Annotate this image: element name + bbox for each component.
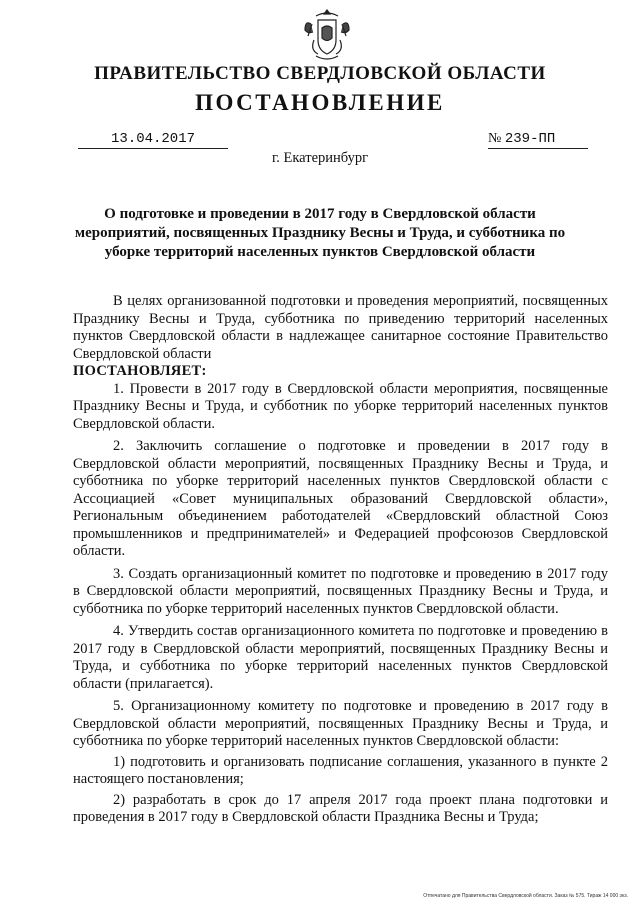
sub-item: 1) подготовить и организовать подписание соглашения, указанного в пункте 2 настоящего постановления; xyxy=(73,753,608,787)
government-name: ПРАВИТЕЛЬСТВО СВЕРДЛОВСКОЙ ОБЛАСТИ xyxy=(94,63,546,84)
decree-word: ПОСТАНОВЛЯЕТ: xyxy=(73,363,207,379)
document-number: 239-ПП xyxy=(504,131,556,147)
document-number-field xyxy=(488,131,588,149)
list-item: 4. Утвердить состав организационного комитета по подготовке и проведению в 2017 году в Свердловской области мероприятий, посвященных Празднику Весны и Труда, и субботника по уборке территорий населенных пунктов Свердловской области (прилагается). xyxy=(73,623,608,692)
number-sign: № xyxy=(488,131,502,146)
coat-of-arms-emblem xyxy=(302,6,352,62)
city-name: г. Екатеринбург xyxy=(271,150,369,166)
sub-item: 2) разработать в срок до 17 апреля 2017 года проект плана подготовки и проведения в 2017 году в Свердловской области Праздника Весны и Труда; xyxy=(73,791,608,825)
print-footer: Отпечатано для Правительства Свердловской области. Заказ № 575. Тираж 14 000 экз. xyxy=(423,893,628,899)
document-type: ПОСТАНОВЛЕНИЕ xyxy=(195,90,445,115)
preamble: В целях организованной подготовки и проведения мероприятий, посвященных Празднику Весны и Труда, субботника по приведению территорий населенных пунктов Свердловской области в надлежащее санитарное состояние Правительство Свердловской области xyxy=(73,293,608,362)
document-body xyxy=(73,293,608,827)
list-item: 3. Создать организационный комитет по подготовке и проведению в 2017 году в Свердловской области мероприятий, посвященных Празднику Весны и Труда, и субботника по уборке территорий населенных пунктов Свердловской области. xyxy=(73,565,608,617)
document-date: 13.04.2017 xyxy=(78,131,228,149)
list-item: 1. Провести в 2017 году в Свердловской области мероприятия, посвященные Празднику Весны и Труда, и субботник по уборке территорий населенных пунктов Свердловской области. xyxy=(73,380,608,432)
document-title: О подготовке и проведении в 2017 году в Свердловской области мероприятий, посвященных Празднику Весны и Труда, и субботника по уборке территорий населенных пунктов Свердловской области xyxy=(74,206,566,260)
list-item: 2. Заключить соглашение о подготовке и проведении в 2017 году в Свердловской области мероприятий, посвященных Празднику Весны и Труда, и субботника по уборке территорий населенных пунктов Свердловской области с Ассоциацией «Совет муниципальных образований Свердловской области», Региональным объединением работодателей «Свердловский областной Союз промышленников и предпринимателей» и Федерацией профсоюзов Свердловской области. xyxy=(73,438,608,559)
list-item: 5. Организационному комитету по подготовке и проведению в 2017 году в Свердловской области мероприятий, посвященных Празднику Весны и Труда, и субботника по уборке территорий населенных пунктов Свердловской области: xyxy=(73,698,608,749)
